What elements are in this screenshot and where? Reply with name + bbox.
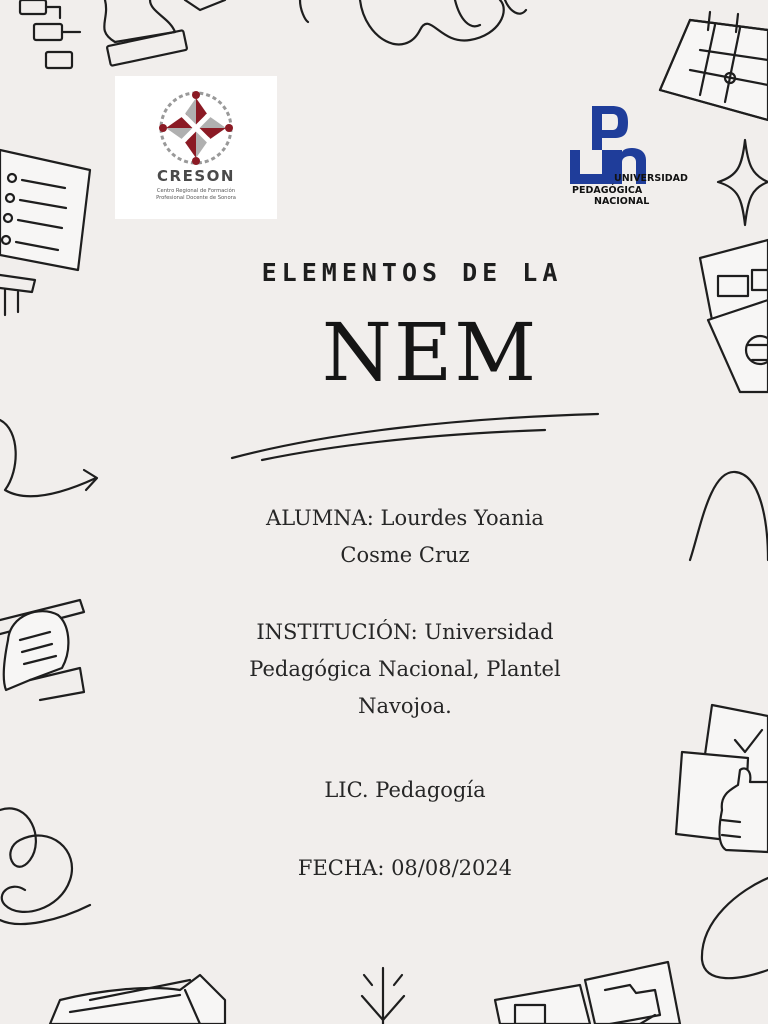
creson-logo bbox=[115, 76, 277, 219]
stamp-doodle bbox=[104, 0, 225, 66]
scribble-loops-doodle bbox=[300, 0, 526, 44]
arrow-doodle bbox=[0, 420, 97, 496]
student-name-line2: Cosme Cruz bbox=[340, 543, 470, 567]
folders-doodle bbox=[495, 962, 680, 1024]
flowchart-doodle bbox=[20, 0, 80, 68]
title-heading: NEM bbox=[321, 306, 539, 399]
title-underline-decoration bbox=[232, 414, 598, 460]
bell-curve-doodle bbox=[690, 472, 768, 560]
student-name bbox=[200, 500, 610, 574]
clipboard-check-doodle bbox=[676, 705, 768, 852]
upn-text-line2: PEDAGÓGICA bbox=[572, 185, 643, 196]
arrow-down-icon bbox=[362, 968, 404, 1024]
title-subheading: ELEMENTOS DE LA bbox=[261, 258, 563, 287]
institution-line1: INSTITUCIÓN: Universidad bbox=[256, 620, 554, 644]
student-name-line1: ALUMNA: Lourdes Yoania bbox=[266, 506, 544, 530]
hand-pencil-doodle bbox=[0, 600, 84, 700]
creson-subtitle-line2: Profesional Docente de Sonora bbox=[156, 195, 236, 201]
sparkle-icon bbox=[718, 140, 768, 225]
date-line: FECHA: 08/08/2024 bbox=[297, 856, 513, 880]
upn-text-line1: UNIVERSIDAD bbox=[614, 173, 688, 184]
loop-scribble-doodle bbox=[0, 808, 90, 924]
upn-logo bbox=[568, 104, 694, 210]
creson-wordmark: CRESON bbox=[157, 167, 235, 185]
swoosh-doodle bbox=[702, 878, 768, 978]
institution bbox=[200, 614, 610, 725]
institution-line2: Pedagógica Nacional, Plantel bbox=[249, 657, 561, 681]
upn-text-line3: NACIONAL bbox=[594, 196, 650, 207]
institution-line3: Navojoa. bbox=[358, 694, 452, 718]
degree-program: LIC. Pedagogía bbox=[324, 778, 486, 802]
open-book-doodle bbox=[50, 975, 225, 1024]
checklist-document-doodle bbox=[0, 150, 90, 315]
creson-subtitle-line1: Centro Regional de Formación bbox=[156, 188, 236, 194]
